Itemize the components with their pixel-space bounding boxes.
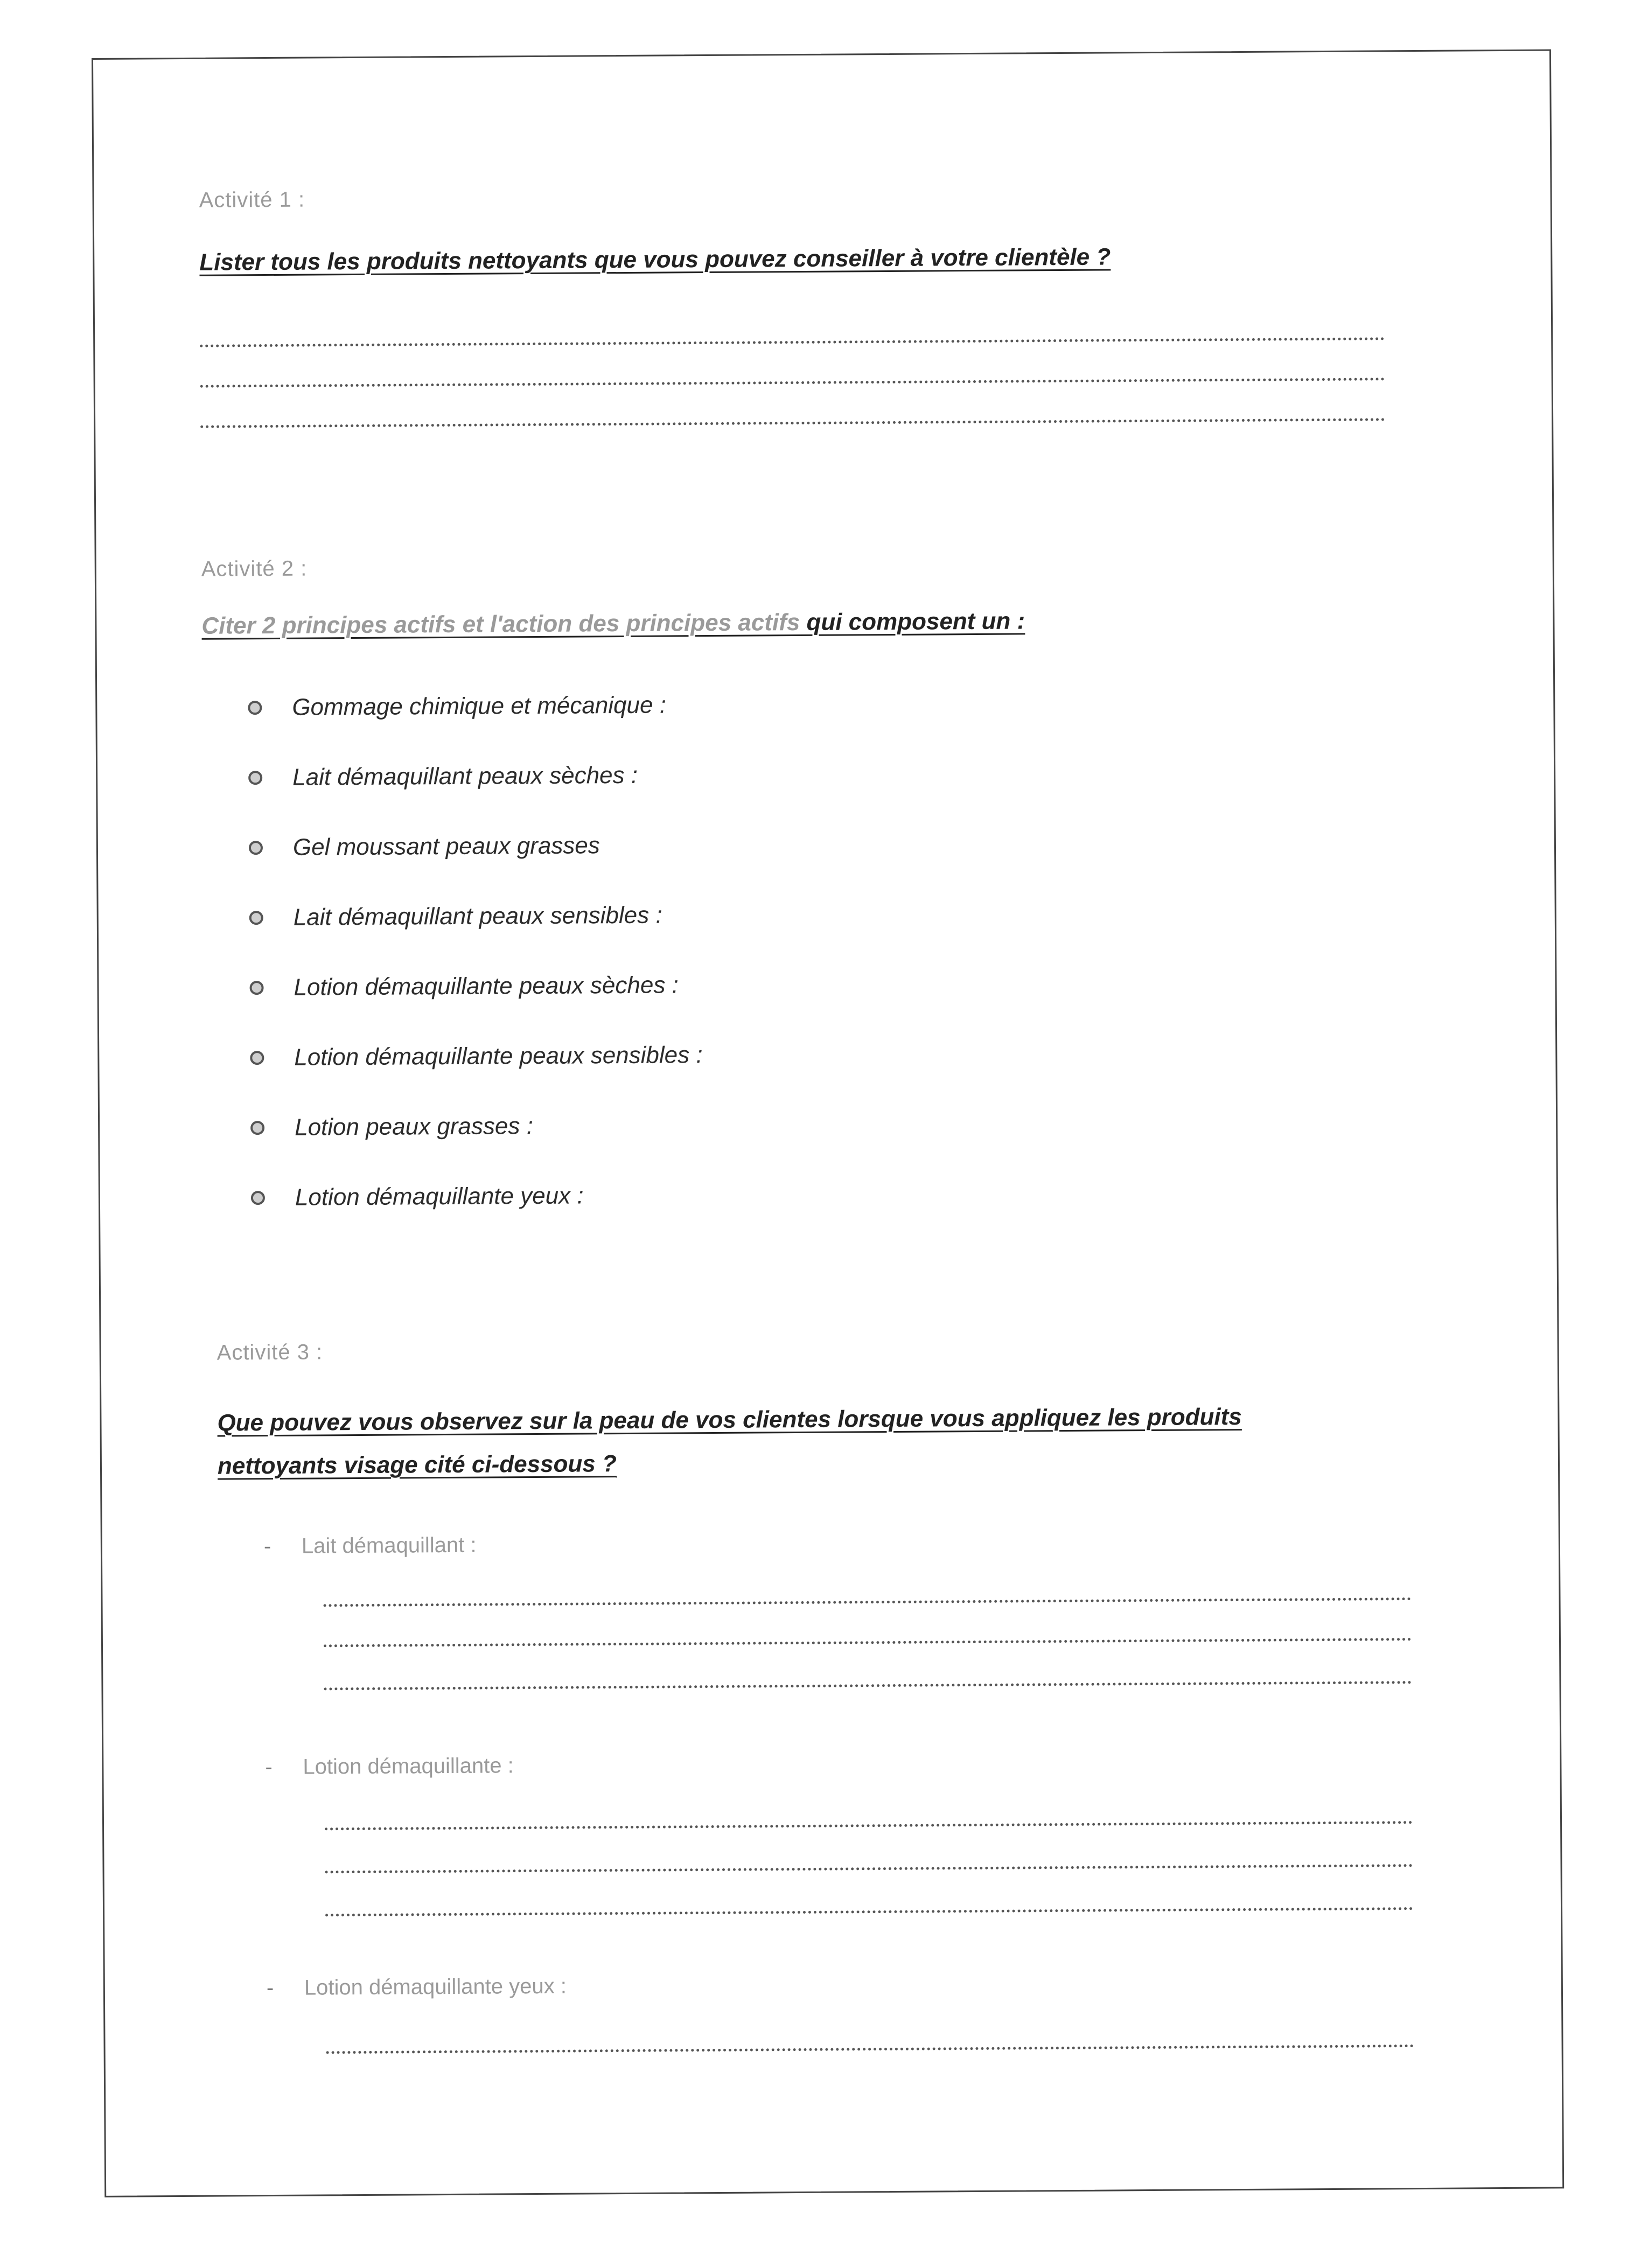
dash-marker: - xyxy=(265,1755,273,1779)
answer-line xyxy=(325,1864,1413,1873)
list-item xyxy=(251,1160,704,1233)
answer-line xyxy=(324,1638,1412,1647)
sub-item-label: Lotion démaquillante : xyxy=(303,1754,514,1779)
list-item xyxy=(250,1090,703,1163)
list-item-label: Lotion démaquillante peaux sèches : xyxy=(294,972,679,1001)
dash-marker: - xyxy=(266,1976,274,2000)
activity-3-question-line-1: Que pouvez vous observez sur la peau de vos clientes lorsque vous appliquez les produits xyxy=(217,1404,1242,1436)
list-item xyxy=(250,1020,703,1093)
list-item-label: Gel moussant peaux grasses xyxy=(292,832,600,861)
answer-line xyxy=(200,337,1385,347)
answer-line xyxy=(200,418,1385,428)
list-item-label: Lait démaquillant peaux sensibles : xyxy=(293,902,662,931)
sub-item-label: Lait démaquillant : xyxy=(301,1533,477,1558)
list-item-label: Lotion démaquillante yeux : xyxy=(295,1182,584,1211)
list-item-label: Lait démaquillant peaux sèches : xyxy=(292,762,638,791)
list-item xyxy=(249,950,702,1023)
bullet-icon xyxy=(250,1121,264,1135)
answer-line xyxy=(325,1907,1413,1916)
list-item-label: Lotion démaquillante peaux sensibles : xyxy=(294,1042,703,1071)
sub-item-lait-demaquillant xyxy=(264,1533,477,1559)
list-item-label: Gommage chimique et mécanique : xyxy=(292,692,667,721)
activity-2-label: Activité 2 : xyxy=(201,556,308,581)
answer-line xyxy=(324,1597,1412,1607)
answer-line xyxy=(326,2044,1414,2054)
bullet-icon xyxy=(251,1191,265,1205)
bullet-icon xyxy=(249,911,263,925)
list-item xyxy=(248,740,701,813)
sub-item-lotion-demaquillante-yeux xyxy=(267,1974,567,2000)
bullet-icon xyxy=(249,981,263,995)
sub-item-label: Lotion démaquillante yeux : xyxy=(304,1974,567,2000)
bullet-icon xyxy=(248,771,262,785)
sub-item-lotion-demaquillante xyxy=(265,1754,514,1779)
activity-2-question xyxy=(201,598,1025,649)
answer-line xyxy=(200,378,1385,387)
dash-marker: - xyxy=(263,1534,271,1559)
activity-1-label: Activité 1 : xyxy=(199,187,305,212)
list-item xyxy=(249,810,702,883)
activity-3-question-line-2: nettoyants visage cité ci-dessous ? xyxy=(217,1450,617,1480)
list-item xyxy=(248,670,701,743)
activity-2-question-bold: qui composent un : xyxy=(800,608,1025,636)
active-ingredients-list xyxy=(248,670,704,1233)
answer-line xyxy=(324,1681,1412,1690)
activity-2-question-faded: Citer 2 principes actifs et l'action des principes actifs xyxy=(201,609,800,639)
bullet-icon xyxy=(249,841,263,855)
bullet-icon xyxy=(250,1051,264,1065)
bullet-icon xyxy=(248,701,262,715)
activity-3-label: Activité 3 : xyxy=(217,1340,323,1365)
worksheet-page xyxy=(92,49,1564,2197)
list-item-label: Lotion peaux grasses : xyxy=(294,1113,534,1141)
activity-1-question: Lister tous les produits nettoyants que vous pouvez conseiller à votre clientèle ? xyxy=(199,243,1111,276)
answer-line xyxy=(325,1821,1413,1830)
list-item xyxy=(249,880,702,953)
